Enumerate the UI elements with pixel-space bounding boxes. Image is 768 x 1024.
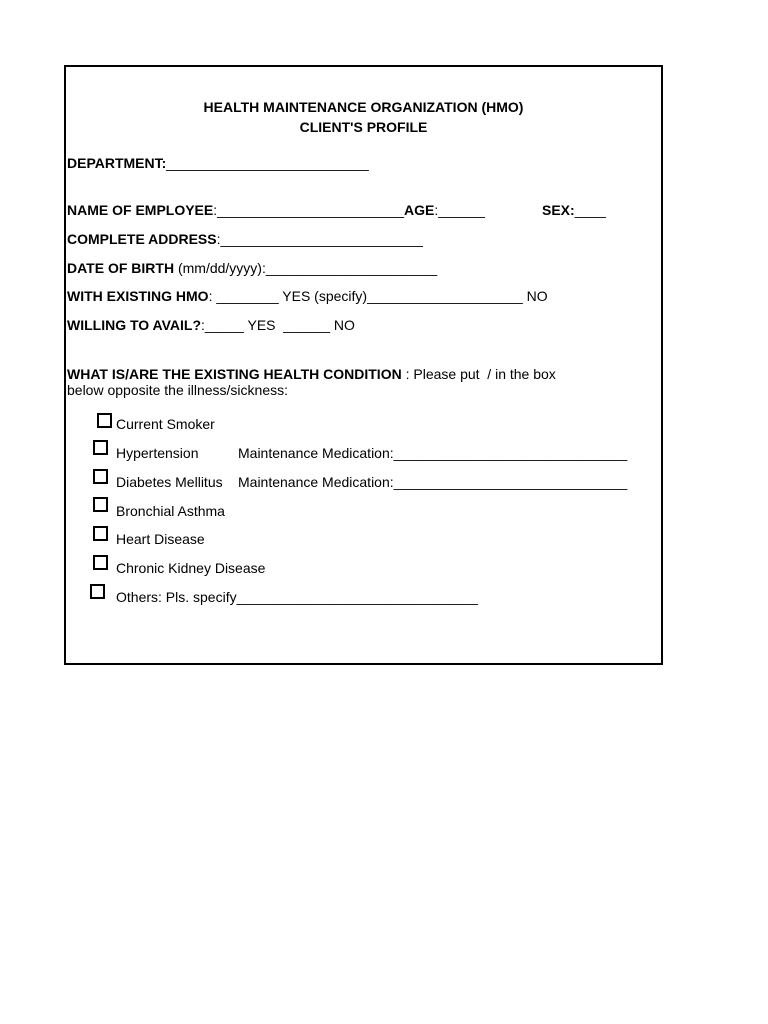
hypertension-checkbox[interactable]: [93, 440, 108, 455]
others-checkbox[interactable]: [90, 584, 105, 599]
department-label: DEPARTMENT:: [67, 155, 167, 171]
form-title: HEALTH MAINTENANCE ORGANIZATION (HMO): [203, 99, 524, 115]
dob-row: [67, 260, 437, 276]
current-smoker-checkbox[interactable]: [97, 413, 112, 428]
condition-label: WHAT IS/ARE THE EXISTING HEALTH CONDITION: [67, 366, 402, 382]
others-row: [116, 589, 478, 605]
kidney-disease-label: Chronic Kidney Disease: [116, 560, 266, 576]
hypertension-medication-field[interactable]: ______________________________: [393, 445, 628, 461]
bronchial-asthma-checkbox[interactable]: [93, 497, 108, 512]
kidney-disease-checkbox[interactable]: [93, 555, 108, 570]
others-label: Others: Pls. specify: [116, 589, 237, 605]
age-field[interactable]: :______: [434, 202, 485, 218]
department-field[interactable]: __________________________: [166, 155, 369, 171]
sex-label: SEX:: [542, 202, 575, 218]
diabetes-checkbox[interactable]: [93, 469, 108, 484]
heart-disease-checkbox[interactable]: [93, 526, 108, 541]
diabetes-medication-row: [238, 474, 627, 490]
hypertension-medication-row: [238, 445, 627, 461]
avail-label: WILLING TO AVAIL?: [67, 317, 202, 333]
condition-text: : Please put / in the box: [401, 366, 556, 382]
dob-label: DATE OF BIRTH: [67, 260, 175, 276]
employee-row: [67, 202, 485, 218]
hmo-row: [67, 288, 548, 304]
avail-field[interactable]: :_____ YES ______ NO: [201, 317, 355, 333]
avail-row: [67, 317, 355, 333]
hypertension-label: Hypertension: [116, 445, 199, 461]
address-label: COMPLETE ADDRESS: [67, 231, 217, 247]
dob-field[interactable]: (mm/dd/yyyy):______________________: [174, 260, 438, 276]
age-label: AGE: [404, 202, 435, 218]
address-field[interactable]: :__________________________: [216, 231, 423, 247]
hypertension-medication-label: Maintenance Medication:: [238, 445, 394, 461]
hmo-label: WITH EXISTING HMO: [67, 288, 209, 304]
sex-field[interactable]: ____: [574, 202, 606, 218]
diabetes-medication-field[interactable]: ______________________________: [393, 474, 628, 490]
sex-row: [542, 202, 606, 218]
diabetes-label: Diabetes Mellitus: [116, 474, 223, 490]
condition-instruction: [67, 366, 556, 382]
employee-label: NAME OF EMPLOYEE: [67, 202, 214, 218]
current-smoker-label: Current Smoker: [116, 416, 215, 432]
employee-field[interactable]: :________________________: [213, 202, 404, 218]
department-row: [67, 155, 369, 171]
address-row: [67, 231, 423, 247]
bronchial-asthma-label: Bronchial Asthma: [116, 503, 225, 519]
others-specify-field[interactable]: _______________________________: [236, 589, 478, 605]
heart-disease-label: Heart Disease: [116, 531, 205, 547]
condition-instruction-cont: below opposite the illness/sickness:: [67, 382, 289, 398]
form-subtitle: CLIENT'S PROFILE: [299, 119, 428, 135]
hmo-field[interactable]: : ________ YES (specify)____________________ NO: [208, 288, 548, 304]
diabetes-medication-label: Maintenance Medication:: [238, 474, 394, 490]
